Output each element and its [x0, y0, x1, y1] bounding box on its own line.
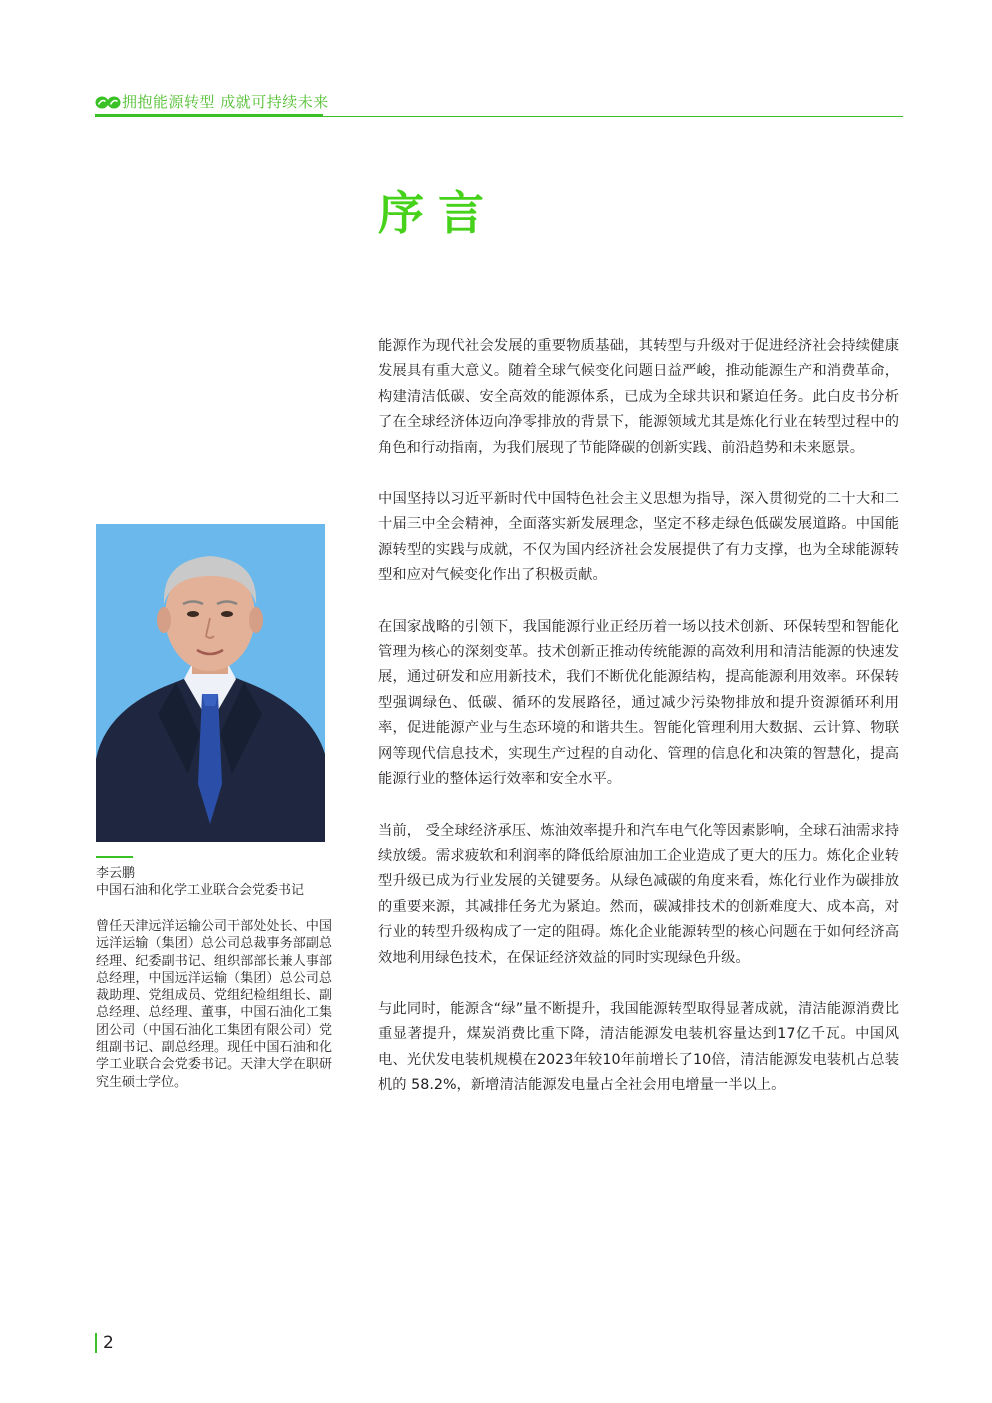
person-position: 中国石油和化学工业联合会党委书记: [96, 883, 305, 899]
header-rule-accent: [95, 114, 323, 117]
infinity-leaf-icon: [95, 96, 121, 109]
portrait-illustration: [96, 524, 325, 842]
person-name: 李云鹏: [96, 866, 136, 881]
paragraph: 能源作为现代社会发展的重要物质基础，其转型与升级对于促进经济社会持续健康发展具有重大意义。随着全球气候变化问题日益严峻，推动能源生产和消费革命，构建清洁低碳、安全高效的能源体系，已成为全球共识和紧迫任务。此白皮书分析了在全球经济体迈向净零排放的背景下，能源领域尤其是炼化行业在转型过程中的角色和行动指南，为我们展现了节能降碳的创新实践、前沿趋势和未来愿景。: [378, 338, 899, 456]
paragraph: 中国坚持以习近平新时代中国特色社会主义思想为指导，深入贯彻党的二十大和二十届三中全会精神，全面落实新发展理念，坚定不移走绿色低碳发展道路。中国能源转型的实践与成就，不仅为国内经济社会发展提供了有力支撑，也为全球能源转型和应对气候变化作出了积极贡献。: [378, 491, 899, 584]
portrait-photo: [96, 524, 325, 842]
header-title: 拥抱能源转型 成就可持续未来: [122, 93, 329, 111]
page-number: 2: [103, 1333, 114, 1353]
paragraph: 当前， 受全球经济承压、炼油效率提升和汽车电气化等因素影响，全球石油需求持续放缓。需求疲软和利润率的降低给原油加工企业造成了更大的压力。炼化企业转型升级已成为行业发展的关键要务。从绿色减碳的角度来看，炼化行业作为碳排放的重要来源，其减排任务尤为紧迫。然而，碳减排技术的创新难度大、成本高，对行业的转型升级构成了一定的阻碍。炼化企业能源转型的核心问题在于如何经济高效地利用绿色技术，在保证经济效益的同时实现绿色升级。: [378, 822, 899, 966]
caption-accent-rule: [96, 856, 133, 858]
page-number-bar: [95, 1333, 97, 1353]
paragraph: 在国家战略的引领下，我国能源行业正经历着一场以技术创新、环保转型和智能化管理为核心的深刻变革。技术创新正推动传统能源的高效利用和清洁能源的快速发展，通过研发和应用新技术，我们不断优化能源结构，提高能源利用效率。环保转型强调绿色、低碳、循环的发展路径，通过减少污染物排放和提升资源循环利用率，促进能源产业与生态环境的和谐共生。智能化管理利用大数据、云计算、物联网等现代信息技术，实现生产过程的自动化、管理的信息化和决策的智慧化，提高能源行业的整体运行效率和安全水平。: [378, 618, 899, 788]
paragraph: 与此同时，能源含“绿”量不断提升，我国能源转型取得显著成就，清洁能源消费比重显著提升，煤炭消费比重下降，清洁能源发电装机容量达到17亿千瓦。中国风电、光伏发电装机规模在2023年较10年前增长了10倍，清洁能源发电装机占总装机的 58.2%，新增清洁能源发电量占全社会用电增量一半以上。: [378, 1000, 899, 1094]
header-rule: [323, 116, 903, 117]
person-bio: 曾任天津远洋运输公司干部处处长、中国远洋运输（集团）总公司总裁事务部副总经理、纪委副书记、组织部部长兼人事部总经理，中国远洋运输（集团）总公司总裁助理、党组成员、党组纪检组组长、副总经理、总经理、董事，中国石油化工集团公司（中国石油化工集团有限公司）党组副书记、副总经理。现任中国石油和化学工业联合会党委书记。天津大学在职研究生硕士学位。: [96, 919, 332, 1090]
preface-body: [378, 334, 899, 1125]
page-title: 序言: [378, 186, 498, 240]
portrait-caption: [96, 865, 336, 899]
running-header: [95, 92, 903, 118]
